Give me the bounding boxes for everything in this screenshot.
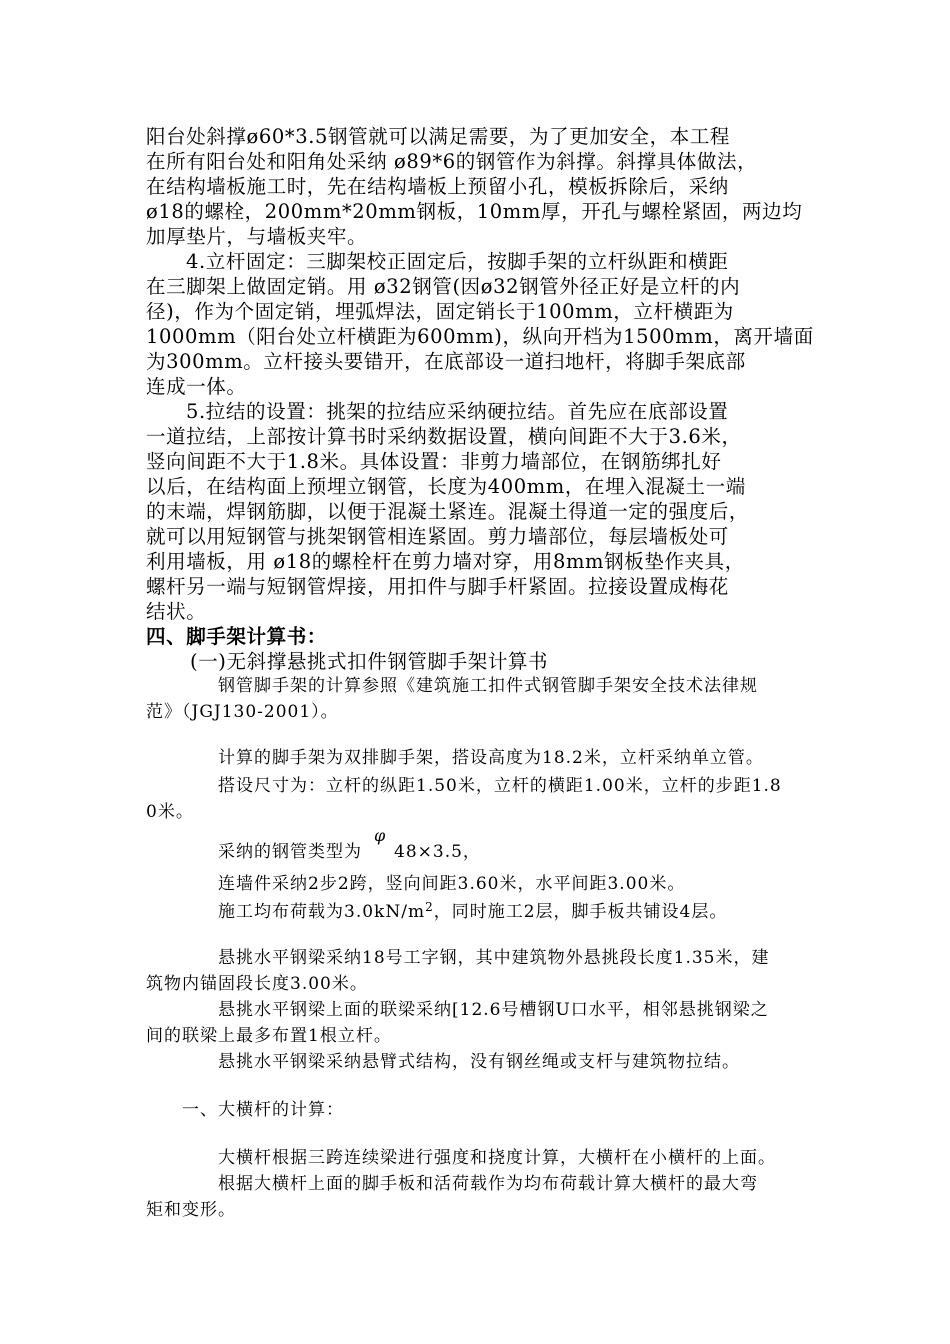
paragraph-line: 竖向间距不大于1.8米。具体设置：非剪力墙部位，在钢筋绑扎好 (146, 450, 722, 473)
superscript: 2 (425, 900, 434, 914)
paragraph-line: 4.立杆固定：三脚架校正固定后，按脚手架的立杆纵距和横距 (186, 250, 729, 273)
calc-line-pipe-type (218, 840, 481, 864)
calc-text: 施工均布荷载为3.0kN/m (218, 902, 426, 922)
paragraph-line: 一道拉结，上部按计算书时采纳数据设置，横向间距不大于3.6米， (146, 425, 742, 448)
calc-line: 计算的脚手架为双排脚手架，搭设高度为18.2米，立杆采纳单立管。 (218, 748, 764, 768)
calc-line: 悬挑水平钢梁上面的联梁采纳[12.6号槽钢U口水平，相邻悬挑钢梁之 (218, 1000, 769, 1020)
paragraph-line: 1000mm（阳台处立杆横距为600mm)，纵向开档为1500mm，离开墙面 (146, 325, 814, 348)
paragraph-line: 在三脚架上做固定销。用 ø32钢管(因ø32钢管外径正好是立杆的内 (146, 275, 741, 298)
paragraph-line: ø18的螺栓，200mm*20mm钢板，10mm厚，开孔与螺栓紧固，两边均 (146, 200, 803, 223)
calc-line: 悬挑水平钢梁采纳悬臂式结构，没有钢丝绳或支杆与建筑物拉结。 (218, 1052, 740, 1072)
paragraph-line: 在结构墙板施工时，先在结构墙板上预留小孔，模板拆除后，采纳 (146, 175, 729, 198)
calc-line: 大横杆根据三跨连续梁进行强度和挠度计算，大横杆在小横杆的上面。 (218, 1148, 776, 1168)
calc-line: 根据大横杆上面的脚手板和活荷载作为均布荷载计算大横杆的最大弯 (218, 1174, 758, 1194)
calc-line-load (218, 900, 727, 924)
subsection-heading: (一)无斜撑悬挑式扣件钢管脚手架计算书 (190, 650, 549, 673)
calc-text: 采纳的钢管类型为 (218, 842, 362, 862)
calc-line: 连墙件采纳2步2跨，竖向间距3.60米，水平间距3.00米。 (218, 874, 686, 894)
paragraph-line: 径)，作为个固定销，埋弧焊法，固定销长于100mm，立杆横距为 (146, 300, 734, 323)
calc-line: 搭设尺寸为：立杆的纵距1.50米，立杆的横距1.00米，立杆的步距1.8 (218, 776, 782, 796)
calc-text: 48×3.5， (394, 842, 481, 862)
paragraph-line: 就可以用短钢管与挑架钢管相连紧固。剪力墙部位，每层墙板处可 (146, 525, 729, 548)
calc-heading: 一、大横杆的计算： (182, 1100, 344, 1120)
paragraph-line: 以后，在结构面上预埋立钢管，长度为400mm，在埋入混凝土一端 (146, 475, 746, 498)
paragraph-line: 的末端，焊钢筋脚，以便于混凝土紧连。混凝土得道一定的强度后， (146, 500, 750, 523)
calc-line: 钢管脚手架的计算参照《建筑施工扣件式钢管脚手架安全技术法律规 (218, 676, 758, 696)
paragraph-line: 阳台处斜撑ø60*3.5钢管就可以满足需要，为了更加安全，本工程 (146, 125, 731, 148)
paragraph-line: 螺杆另一端与短钢管焊接，用扣件与脚手杆紧固。拉接设置成梅花 (146, 575, 729, 598)
paragraph-line: 为300mm。立杆接头要错开，在底部设一道扫地杆，将脚手架底部 (146, 350, 746, 373)
calc-line: 范》（JGJ130-2001）。 (146, 702, 339, 722)
calc-line: 0米。 (146, 802, 194, 822)
paragraph-line: 加厚垫片，与墙板夹牢。 (146, 225, 368, 248)
phi-symbol: φ (374, 826, 386, 845)
section-heading: 四、脚手架计算书： (146, 625, 327, 648)
paragraph-line: 结状。 (146, 600, 207, 623)
calc-line: 矩和变形。 (146, 1200, 236, 1220)
calc-line: 间的联梁上最多布置1根立杆。 (146, 1026, 392, 1046)
paragraph-line: 在所有阳台处和阳角处采纳 ø89*6的钢管作为斜撑。斜撑具体做法， (146, 150, 758, 173)
calc-text: ，同时施工2层，脚手板共铺设4层。 (433, 902, 728, 922)
paragraph-line: 连成一体。 (146, 375, 247, 398)
paragraph-line: 5.拉结的设置：挑架的拉结应采纳硬拉结。首先应在底部设置 (186, 400, 729, 423)
paragraph-line: 利用墙板，用 ø18的螺栓杆在剪力墙对穿，用8mm钢板垫作夹具， (146, 550, 745, 573)
calc-line: 悬挑水平钢梁采纳18号工字钢，其中建筑物外悬挑段长度1.35米，建 (218, 948, 770, 968)
calc-line: 筑物内锚固段长度3.00米。 (146, 974, 368, 994)
